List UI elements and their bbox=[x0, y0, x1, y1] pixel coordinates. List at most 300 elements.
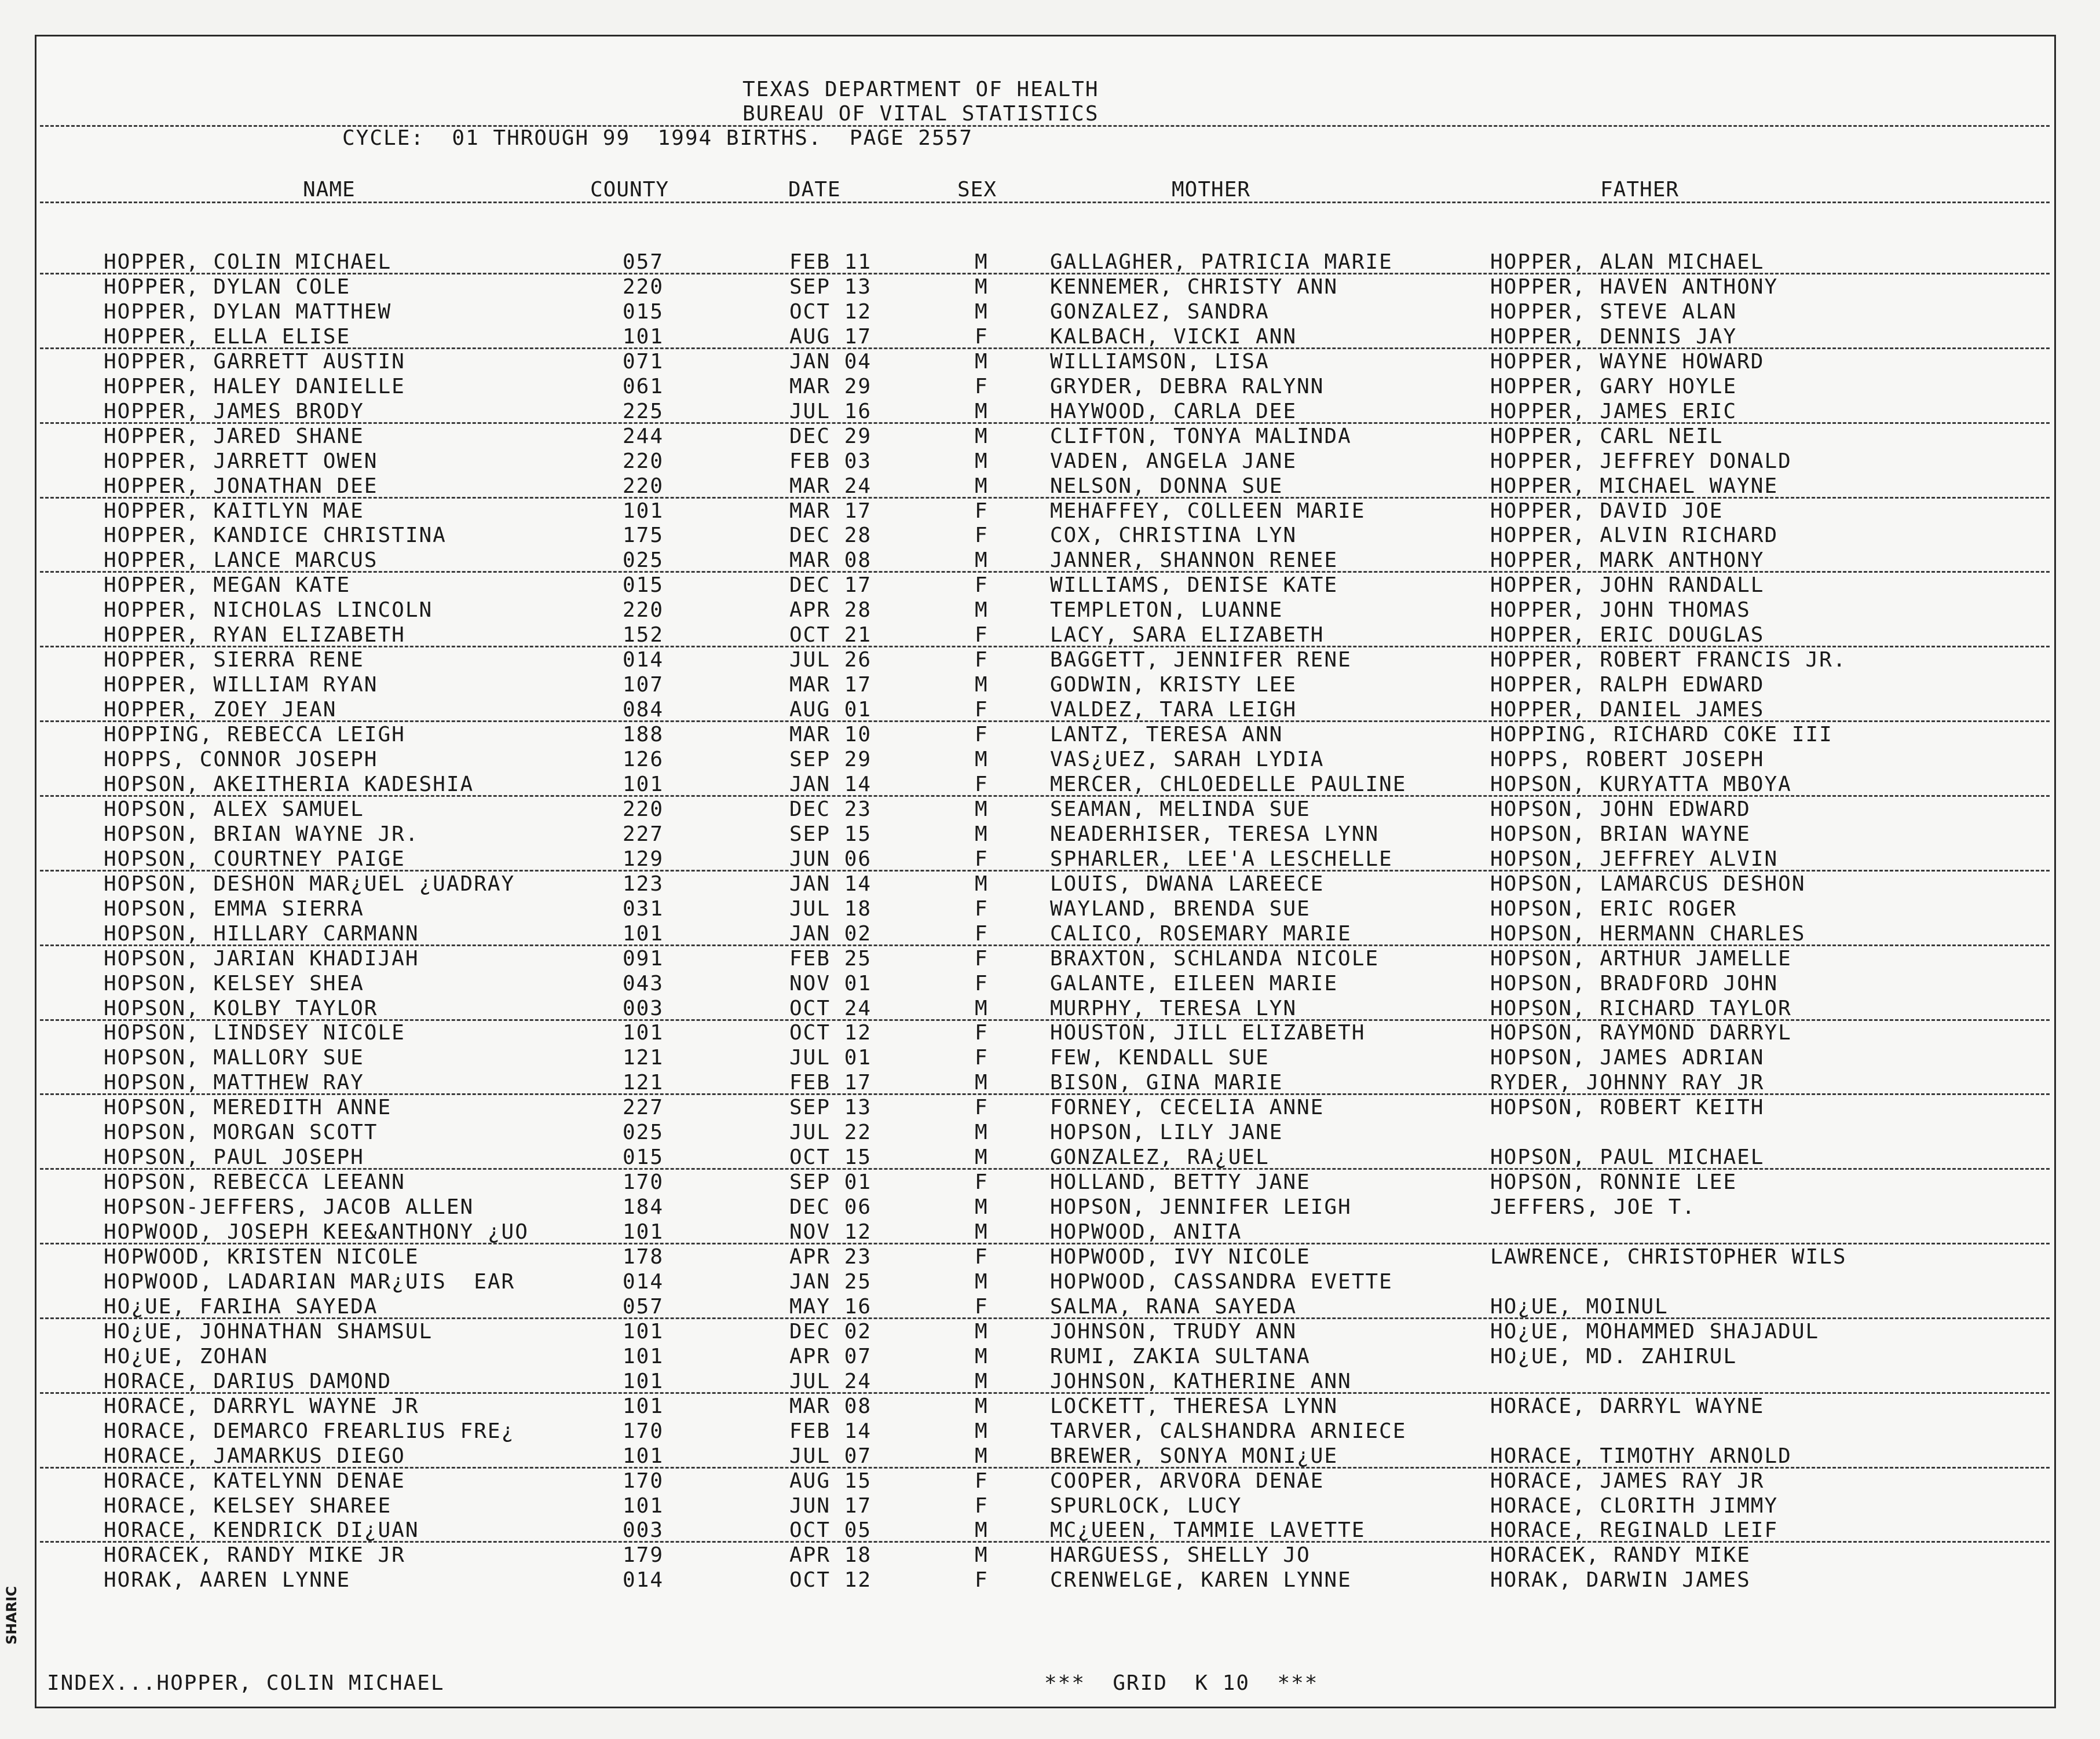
row-divider bbox=[40, 1093, 2050, 1095]
cell-sex: F bbox=[975, 1494, 989, 1518]
cell-county: 101 bbox=[623, 1394, 664, 1418]
cell-mother: NELSON, DONNA SUE bbox=[1050, 474, 1283, 498]
cell-mother: SPHARLER, LEE'A LESCHELLE bbox=[1050, 847, 1393, 871]
cell-mother: WILLIAMSON, LISA bbox=[1050, 350, 1269, 374]
cell-name: HOPSON, AKEITHERIA KADESHIA bbox=[104, 773, 474, 796]
cell-date: MAR 17 bbox=[789, 499, 872, 523]
cell-sex: M bbox=[975, 1444, 989, 1468]
cell-sex: M bbox=[975, 1320, 989, 1343]
cell-sex: M bbox=[975, 997, 989, 1020]
cell-date: APR 23 bbox=[789, 1245, 872, 1269]
cell-mother: VAS¿UEZ, SARAH LYDIA bbox=[1050, 748, 1325, 771]
cell-name: HOPWOOD, LADARIAN MAR¿UIS EAR bbox=[104, 1270, 515, 1294]
cell-date: OCT 12 bbox=[789, 300, 872, 324]
cell-name: HOPPER, MEGAN KATE bbox=[104, 573, 351, 597]
cell-name: HOPSON, EMMA SIERRA bbox=[104, 897, 364, 921]
cell-name: HOPPER, JARED SHANE bbox=[104, 424, 364, 448]
cell-sex: M bbox=[975, 1270, 989, 1294]
cell-county: 015 bbox=[623, 573, 664, 597]
row-divider bbox=[40, 870, 2050, 872]
cell-date: FEB 11 bbox=[789, 250, 872, 274]
cell-sex: F bbox=[975, 1568, 989, 1592]
cell-mother: RUMI, ZAKIA SULTANA bbox=[1050, 1345, 1311, 1368]
cell-mother: BISON, GINA MARIE bbox=[1050, 1071, 1283, 1094]
cell-county: 031 bbox=[623, 897, 664, 921]
row-divider bbox=[40, 944, 2050, 946]
cell-sex: M bbox=[975, 300, 989, 324]
cell-date: DEC 29 bbox=[789, 424, 872, 448]
divider-header bbox=[40, 202, 2050, 203]
cell-county: 101 bbox=[623, 1444, 664, 1468]
cell-sex: M bbox=[975, 400, 989, 423]
cell-county: 084 bbox=[623, 698, 664, 722]
cell-name: HOPSON, BRIAN WAYNE JR. bbox=[104, 822, 419, 846]
cell-county: 121 bbox=[623, 1046, 664, 1070]
cell-date: FEB 03 bbox=[789, 449, 872, 473]
cell-mother: WILLIAMS, DENISE KATE bbox=[1050, 573, 1338, 597]
cell-date: NOV 01 bbox=[789, 972, 872, 995]
cell-mother: GODWIN, KRISTY LEE bbox=[1050, 673, 1297, 697]
cell-county: 101 bbox=[623, 1370, 664, 1393]
cell-date: AUG 17 bbox=[789, 325, 872, 349]
cell-sex: F bbox=[975, 1170, 989, 1194]
cell-name: HOPSON, HILLARY CARMANN bbox=[104, 922, 419, 946]
cell-name: HORACE, DARRYL WAYNE JR bbox=[104, 1394, 419, 1418]
cell-sex: M bbox=[975, 673, 989, 697]
cell-county: 057 bbox=[623, 1295, 664, 1319]
row-divider bbox=[40, 646, 2050, 647]
cell-county: 101 bbox=[623, 499, 664, 523]
cell-father: HOPPER, GARY HOYLE bbox=[1490, 375, 1737, 398]
row-divider bbox=[40, 571, 2050, 573]
cell-date: JUL 01 bbox=[789, 1046, 872, 1070]
cell-sex: F bbox=[975, 698, 989, 722]
cell-date: APR 18 bbox=[789, 1543, 872, 1567]
cell-name: HORAK, AAREN LYNNE bbox=[104, 1568, 351, 1592]
cell-father: HOPSON, JOHN EDWARD bbox=[1490, 797, 1751, 821]
cell-name: HOPSON, KOLBY TAYLOR bbox=[104, 997, 378, 1020]
column-header-father: FATHER bbox=[1600, 178, 1680, 202]
cell-date: SEP 13 bbox=[789, 275, 872, 299]
cell-sex: M bbox=[975, 250, 989, 274]
cell-mother: LACY, SARA ELIZABETH bbox=[1050, 623, 1325, 647]
cell-sex: M bbox=[975, 1220, 989, 1244]
cell-name: HORACE, JAMARKUS DIEGO bbox=[104, 1444, 405, 1468]
cell-father: JEFFERS, JOE T. bbox=[1490, 1195, 1696, 1219]
cell-county: 123 bbox=[623, 872, 664, 896]
cell-name: HOPPER, GARRETT AUSTIN bbox=[104, 350, 405, 374]
cell-sex: M bbox=[975, 748, 989, 771]
cell-sex: F bbox=[975, 623, 989, 647]
cell-sex: M bbox=[975, 1543, 989, 1567]
cell-mother: JOHNSON, TRUDY ANN bbox=[1050, 1320, 1297, 1343]
cell-sex: M bbox=[975, 1145, 989, 1169]
row-divider bbox=[40, 1392, 2050, 1394]
cell-name: HOPPER, KAITLYN MAE bbox=[104, 499, 364, 523]
cell-name: HOPPER, ZOEY JEAN bbox=[104, 698, 337, 722]
cell-father: HO¿UE, MOINUL bbox=[1490, 1295, 1669, 1319]
cell-sex: F bbox=[975, 947, 989, 971]
cell-county: 101 bbox=[623, 1220, 664, 1244]
cell-mother: HAYWOOD, CARLA DEE bbox=[1050, 400, 1297, 423]
cell-name: HOPPER, ELLA ELISE bbox=[104, 325, 351, 349]
cell-county: 170 bbox=[623, 1419, 664, 1443]
cell-date: OCT 12 bbox=[789, 1021, 872, 1045]
cell-county: 101 bbox=[623, 1021, 664, 1045]
cell-mother: HOPWOOD, CASSANDRA EVETTE bbox=[1050, 1270, 1393, 1294]
row-divider bbox=[40, 1467, 2050, 1469]
cell-date: JUL 26 bbox=[789, 648, 872, 672]
cell-date: FEB 17 bbox=[789, 1071, 872, 1094]
cell-mother: MEHAFFEY, COLLEEN MARIE bbox=[1050, 499, 1366, 523]
cell-date: SEP 13 bbox=[789, 1096, 872, 1119]
row-divider bbox=[40, 1168, 2050, 1170]
cell-father: HOPPER, ALAN MICHAEL bbox=[1490, 250, 1765, 274]
cell-father: HORACE, DARRYL WAYNE bbox=[1490, 1394, 1765, 1418]
cell-sex: M bbox=[975, 424, 989, 448]
row-divider bbox=[40, 1243, 2050, 1244]
report-sheet bbox=[35, 35, 2056, 1708]
cell-name: HOPPER, LANCE MARCUS bbox=[104, 548, 378, 572]
cell-mother: KENNEMER, CHRISTY ANN bbox=[1050, 275, 1338, 299]
cell-father: HOPPER, JOHN RANDALL bbox=[1490, 573, 1765, 597]
cell-county: 170 bbox=[623, 1170, 664, 1194]
cell-name: HOPPER, KANDICE CHRISTINA bbox=[104, 523, 447, 547]
cell-county: 003 bbox=[623, 997, 664, 1020]
cell-sex: M bbox=[975, 797, 989, 821]
cell-date: OCT 21 bbox=[789, 623, 872, 647]
cell-mother: MERCER, CHLOEDELLE PAULINE bbox=[1050, 773, 1407, 796]
cell-mother: HOLLAND, BETTY JANE bbox=[1050, 1170, 1311, 1194]
row-divider bbox=[40, 1317, 2050, 1319]
cell-date: JAN 14 bbox=[789, 872, 872, 896]
cell-mother: CLIFTON, TONYA MALINDA bbox=[1050, 424, 1352, 448]
cell-date: OCT 12 bbox=[789, 1568, 872, 1592]
cell-father: HOPPER, JEFFREY DONALD bbox=[1490, 449, 1792, 473]
cell-county: 015 bbox=[623, 1145, 664, 1169]
cell-county: 003 bbox=[623, 1518, 664, 1542]
cell-date: DEC 23 bbox=[789, 797, 872, 821]
cell-name: HOPSON, ALEX SAMUEL bbox=[104, 797, 364, 821]
cell-mother: BREWER, SONYA MONI¿UE bbox=[1050, 1444, 1338, 1468]
cell-father: HOPSON, BRADFORD JOHN bbox=[1490, 972, 1779, 995]
cell-father: HOPSON, JAMES ADRIAN bbox=[1490, 1046, 1765, 1070]
cell-mother: BAGGETT, JENNIFER RENE bbox=[1050, 648, 1352, 672]
grid-line: *** GRID K 10 *** bbox=[1044, 1671, 1319, 1695]
column-header-date: DATE bbox=[788, 178, 841, 202]
cell-mother: GALANTE, EILEEN MARIE bbox=[1050, 972, 1338, 995]
cell-mother: HOPWOOD, ANITA bbox=[1050, 1220, 1242, 1244]
cell-date: MAR 08 bbox=[789, 1394, 872, 1418]
cell-sex: F bbox=[975, 1046, 989, 1070]
cell-father: HOPSON, RICHARD TAYLOR bbox=[1490, 997, 1792, 1020]
cell-sex: F bbox=[975, 1096, 989, 1119]
cell-date: DEC 28 bbox=[789, 523, 872, 547]
cell-date: JUL 24 bbox=[789, 1370, 872, 1393]
cell-county: 244 bbox=[623, 424, 664, 448]
cell-county: 101 bbox=[623, 1320, 664, 1343]
cell-county: 014 bbox=[623, 648, 664, 672]
cell-father: HOPSON, ERIC ROGER bbox=[1490, 897, 1737, 921]
cell-father: HOPPING, RICHARD COKE III bbox=[1490, 723, 1833, 746]
cell-father: HO¿UE, MD. ZAHIRUL bbox=[1490, 1345, 1737, 1368]
cell-name: HOPWOOD, JOSEPH KEE&ANTHONY ¿UO bbox=[104, 1220, 529, 1244]
column-header-mother: MOTHER bbox=[1172, 178, 1251, 202]
cell-name: HOPPER, JARRETT OWEN bbox=[104, 449, 378, 473]
cell-sex: F bbox=[975, 648, 989, 672]
cell-mother: HARGUESS, SHELLY JO bbox=[1050, 1543, 1311, 1567]
cell-name: HOPSON, LINDSEY NICOLE bbox=[104, 1021, 405, 1045]
cell-father: HOPSON, HERMANN CHARLES bbox=[1490, 922, 1806, 946]
cell-name: HORACEK, RANDY MIKE JR bbox=[104, 1543, 405, 1567]
cell-name: HO¿UE, JOHNATHAN SHAMSUL bbox=[104, 1320, 433, 1343]
margin-label: SHARIC bbox=[3, 1586, 20, 1645]
cell-mother: SPURLOCK, LUCY bbox=[1050, 1494, 1242, 1518]
row-divider bbox=[40, 347, 2050, 349]
cell-sex: F bbox=[975, 573, 989, 597]
cell-name: HOPPER, JAMES BRODY bbox=[104, 400, 364, 423]
cell-father: HOPSON, LAMARCUS DESHON bbox=[1490, 872, 1806, 896]
cell-sex: M bbox=[975, 1394, 989, 1418]
cell-father: HOPPER, STEVE ALAN bbox=[1490, 300, 1737, 324]
cell-county: 071 bbox=[623, 350, 664, 374]
cell-mother: GONZALEZ, RA¿UEL bbox=[1050, 1145, 1269, 1169]
cell-mother: GRYDER, DEBRA RALYNN bbox=[1050, 375, 1325, 398]
cell-county: 101 bbox=[623, 773, 664, 796]
cell-mother: MC¿UEEN, TAMMIE LAVETTE bbox=[1050, 1518, 1366, 1542]
cell-county: 014 bbox=[623, 1568, 664, 1592]
cell-name: HORACE, KENDRICK DI¿UAN bbox=[104, 1518, 419, 1542]
cell-mother: NEADERHISER, TERESA LYNN bbox=[1050, 822, 1380, 846]
cell-date: JAN 14 bbox=[789, 773, 872, 796]
cell-sex: M bbox=[975, 474, 989, 498]
cell-mother: LOCKETT, THERESA LYNN bbox=[1050, 1394, 1338, 1418]
cell-sex: M bbox=[975, 1370, 989, 1393]
cell-father: HOPSON, ARTHUR JAMELLE bbox=[1490, 947, 1792, 971]
cell-name: HOPSON, MORGAN SCOTT bbox=[104, 1121, 378, 1144]
cell-date: OCT 15 bbox=[789, 1145, 872, 1169]
cell-father: HOPPER, DENNIS JAY bbox=[1490, 325, 1737, 349]
cell-father: HOPPER, JOHN THOMAS bbox=[1490, 598, 1751, 622]
cell-name: HOPPER, NICHOLAS LINCOLN bbox=[104, 598, 433, 622]
cell-name: HOPPER, RYAN ELIZABETH bbox=[104, 623, 405, 647]
cell-county: 152 bbox=[623, 623, 664, 647]
cell-name: HO¿UE, ZOHAN bbox=[104, 1345, 269, 1368]
cell-date: MAR 24 bbox=[789, 474, 872, 498]
cell-sex: M bbox=[975, 872, 989, 896]
cell-mother: FORNEY, CECELIA ANNE bbox=[1050, 1096, 1325, 1119]
cell-mother: VALDEZ, TARA LEIGH bbox=[1050, 698, 1297, 722]
cell-name: HOPPER, DYLAN COLE bbox=[104, 275, 351, 299]
cell-county: 025 bbox=[623, 548, 664, 572]
cell-county: 091 bbox=[623, 947, 664, 971]
cell-date: AUG 01 bbox=[789, 698, 872, 722]
cell-county: 227 bbox=[623, 822, 664, 846]
cell-date: NOV 12 bbox=[789, 1220, 872, 1244]
cell-name: HOPPER, HALEY DANIELLE bbox=[104, 375, 405, 398]
row-divider bbox=[40, 795, 2050, 797]
cell-name: HOPSON, KELSEY SHEA bbox=[104, 972, 364, 995]
cell-sex: F bbox=[975, 499, 989, 523]
cell-father: HORACE, TIMOTHY ARNOLD bbox=[1490, 1444, 1792, 1468]
cell-father: HOPSON, JEFFREY ALVIN bbox=[1490, 847, 1779, 871]
cell-mother: JANNER, SHANNON RENEE bbox=[1050, 548, 1338, 572]
cell-date: MAR 29 bbox=[789, 375, 872, 398]
cell-date: FEB 14 bbox=[789, 1419, 872, 1443]
cell-father: HOPSON, KURYATTA MBOYA bbox=[1490, 773, 1792, 796]
cell-name: HOPPS, CONNOR JOSEPH bbox=[104, 748, 378, 771]
cell-date: JAN 25 bbox=[789, 1270, 872, 1294]
cell-date: OCT 24 bbox=[789, 997, 872, 1020]
cell-county: 220 bbox=[623, 449, 664, 473]
cell-date: APR 07 bbox=[789, 1345, 872, 1368]
cell-county: 220 bbox=[623, 598, 664, 622]
cell-date: AUG 15 bbox=[789, 1469, 872, 1493]
cell-date: APR 28 bbox=[789, 598, 872, 622]
cell-father: HOPPER, RALPH EDWARD bbox=[1490, 673, 1765, 697]
cell-date: JUL 18 bbox=[789, 897, 872, 921]
cell-name: HOPWOOD, KRISTEN NICOLE bbox=[104, 1245, 419, 1269]
cell-county: 170 bbox=[623, 1469, 664, 1493]
cell-sex: M bbox=[975, 598, 989, 622]
cell-sex: F bbox=[975, 1469, 989, 1493]
row-divider bbox=[40, 720, 2050, 722]
cell-date: SEP 15 bbox=[789, 822, 872, 846]
cell-name: HORACE, DEMARCO FREARLIUS FRE¿ bbox=[104, 1419, 515, 1443]
cell-county: 129 bbox=[623, 847, 664, 871]
cell-county: 061 bbox=[623, 375, 664, 398]
cell-father: HOPSON, BRIAN WAYNE bbox=[1490, 822, 1751, 846]
cell-mother: COX, CHRISTINA LYN bbox=[1050, 523, 1297, 547]
cell-mother: LOUIS, DWANA LAREECE bbox=[1050, 872, 1325, 896]
cell-mother: MURPHY, TERESA LYN bbox=[1050, 997, 1297, 1020]
cell-mother: SALMA, RANA SAYEDA bbox=[1050, 1295, 1297, 1319]
cell-father: HOPPER, ROBERT FRANCIS JR. bbox=[1490, 648, 1847, 672]
cell-mother: HOUSTON, JILL ELIZABETH bbox=[1050, 1021, 1366, 1045]
cell-mother: LANTZ, TERESA ANN bbox=[1050, 723, 1283, 746]
cell-sex: M bbox=[975, 1345, 989, 1368]
cell-county: 184 bbox=[623, 1195, 664, 1219]
cell-county: 025 bbox=[623, 1121, 664, 1144]
cell-mother: HOPWOOD, IVY NICOLE bbox=[1050, 1245, 1311, 1269]
index-line: INDEX...HOPPER, COLIN MICHAEL bbox=[47, 1671, 445, 1695]
row-divider bbox=[40, 497, 2050, 499]
cell-father: HORACE, JAMES RAY JR bbox=[1490, 1469, 1765, 1493]
cell-date: JUN 06 bbox=[789, 847, 872, 871]
cell-father: HOPPER, DAVID JOE bbox=[1490, 499, 1724, 523]
cell-county: 101 bbox=[623, 325, 664, 349]
cell-mother: JOHNSON, KATHERINE ANN bbox=[1050, 1370, 1352, 1393]
cell-name: HOPSON, MALLORY SUE bbox=[104, 1046, 364, 1070]
cell-sex: M bbox=[975, 1518, 989, 1542]
cell-name: HOPSON-JEFFERS, JACOB ALLEN bbox=[104, 1195, 474, 1219]
cell-mother: KALBACH, VICKI ANN bbox=[1050, 325, 1297, 349]
cell-county: 220 bbox=[623, 275, 664, 299]
cell-sex: F bbox=[975, 523, 989, 547]
column-header-county: COUNTY bbox=[590, 178, 669, 202]
cell-name: HOPSON, JARIAN KHADIJAH bbox=[104, 947, 419, 971]
cell-mother: WAYLAND, BRENDA SUE bbox=[1050, 897, 1311, 921]
cell-sex: M bbox=[975, 1195, 989, 1219]
cell-name: HOPSON, COURTNEY PAIGE bbox=[104, 847, 405, 871]
cell-father: HOPSON, PAUL MICHAEL bbox=[1490, 1145, 1765, 1169]
cell-date: FEB 25 bbox=[789, 947, 872, 971]
cell-date: DEC 02 bbox=[789, 1320, 872, 1343]
cell-sex: M bbox=[975, 548, 989, 572]
cell-father: HOPSON, ROBERT KEITH bbox=[1490, 1096, 1765, 1119]
cell-sex: M bbox=[975, 449, 989, 473]
cell-sex: M bbox=[975, 1071, 989, 1094]
cell-mother: COOPER, ARVORA DENAE bbox=[1050, 1469, 1325, 1493]
cell-county: 225 bbox=[623, 400, 664, 423]
cell-sex: M bbox=[975, 1419, 989, 1443]
cell-sex: F bbox=[975, 375, 989, 398]
cell-date: DEC 17 bbox=[789, 573, 872, 597]
cell-name: HOPPER, COLIN MICHAEL bbox=[104, 250, 392, 274]
cell-father: HORAK, DARWIN JAMES bbox=[1490, 1568, 1751, 1592]
cell-county: 126 bbox=[623, 748, 664, 771]
cell-sex: M bbox=[975, 350, 989, 374]
cell-father: HORACEK, RANDY MIKE bbox=[1490, 1543, 1751, 1567]
cell-county: 101 bbox=[623, 1345, 664, 1368]
cell-name: HOPSON, PAUL JOSEPH bbox=[104, 1145, 364, 1169]
cell-name: HORACE, KELSEY SHAREE bbox=[104, 1494, 392, 1518]
cell-county: 188 bbox=[623, 723, 664, 746]
cell-father: HORACE, REGINALD LEIF bbox=[1490, 1518, 1779, 1542]
cell-county: 014 bbox=[623, 1270, 664, 1294]
cell-name: HOPSON, MEREDITH ANNE bbox=[104, 1096, 392, 1119]
cell-mother: CALICO, ROSEMARY MARIE bbox=[1050, 922, 1352, 946]
cell-name: HOPPER, DYLAN MATTHEW bbox=[104, 300, 392, 324]
cell-mother: HOPSON, JENNIFER LEIGH bbox=[1050, 1195, 1352, 1219]
cell-mother: TEMPLETON, LUANNE bbox=[1050, 598, 1283, 622]
cell-father: LAWRENCE, CHRISTOPHER WILS bbox=[1490, 1245, 1847, 1269]
cell-date: SEP 01 bbox=[789, 1170, 872, 1194]
cell-county: 101 bbox=[623, 922, 664, 946]
cell-name: HOPSON, DESHON MAR¿UEL ¿UADRAY bbox=[104, 872, 515, 896]
cell-father: HOPPER, ERIC DOUGLAS bbox=[1490, 623, 1765, 647]
cell-name: HOPPER, JONATHAN DEE bbox=[104, 474, 378, 498]
cell-father: HOPSON, RAYMOND DARRYL bbox=[1490, 1021, 1792, 1045]
cell-county: 227 bbox=[623, 1096, 664, 1119]
cell-father: HOPPER, ALVIN RICHARD bbox=[1490, 523, 1779, 547]
cell-sex: M bbox=[975, 275, 989, 299]
cell-date: DEC 06 bbox=[789, 1195, 872, 1219]
cell-father: HOPPER, WAYNE HOWARD bbox=[1490, 350, 1765, 374]
cell-mother: BRAXTON, SCHLANDA NICOLE bbox=[1050, 947, 1380, 971]
cell-father: HOPPS, ROBERT JOSEPH bbox=[1490, 748, 1765, 771]
cell-sex: F bbox=[975, 972, 989, 995]
cell-date: MAY 16 bbox=[789, 1295, 872, 1319]
cell-sex: F bbox=[975, 773, 989, 796]
cell-date: SEP 29 bbox=[789, 748, 872, 771]
column-header-sex: SEX bbox=[957, 178, 997, 202]
cell-date: MAR 08 bbox=[789, 548, 872, 572]
cell-mother: FEW, KENDALL SUE bbox=[1050, 1046, 1269, 1070]
column-header-name: NAME bbox=[303, 178, 356, 202]
cell-sex: F bbox=[975, 897, 989, 921]
cell-county: 179 bbox=[623, 1543, 664, 1567]
cell-county: 057 bbox=[623, 250, 664, 274]
cell-date: JAN 04 bbox=[789, 350, 872, 374]
cell-sex: M bbox=[975, 1121, 989, 1144]
cell-county: 101 bbox=[623, 1494, 664, 1518]
report-title: TEXAS DEPARTMENT OF HEALTH bbox=[742, 78, 1099, 101]
cell-father: HOPPER, JAMES ERIC bbox=[1490, 400, 1737, 423]
cell-county: 220 bbox=[623, 474, 664, 498]
cell-mother: TARVER, CALSHANDRA ARNIECE bbox=[1050, 1419, 1407, 1443]
cell-father: HOPPER, MICHAEL WAYNE bbox=[1490, 474, 1779, 498]
